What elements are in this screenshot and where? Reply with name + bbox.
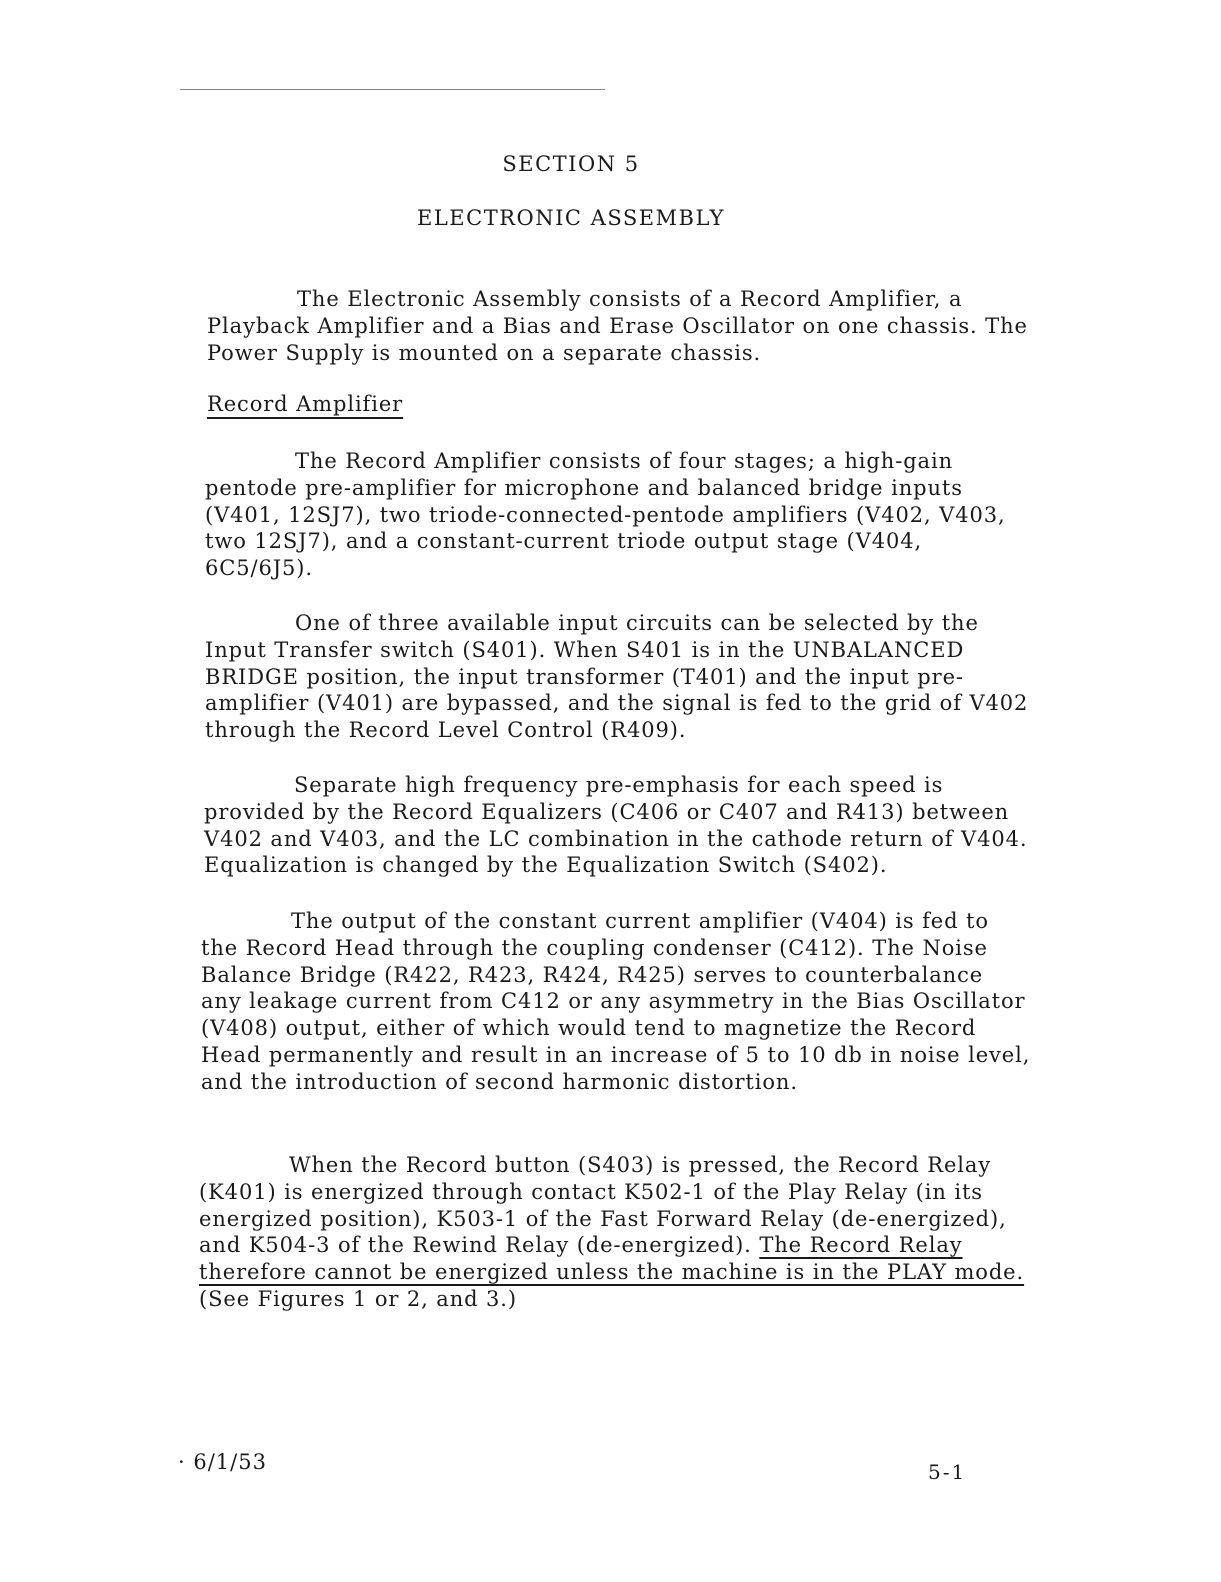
page-title: ELECTRONIC ASSEMBLY — [417, 206, 725, 230]
intro-paragraph: The Electronic Assembly consists of a Record Amplifier, a Playback Amplifier and a Bias and Erase Oscillator on one chassis. The Power Supply is mounted on a separate chassis. — [207, 287, 1028, 365]
body-paragraph-input-circuits: One of three available input circuits can be selected by the Input Transfer switch (S401). When S401 is in the UNBALANCED BRIDGE position, the input transformer (T401) and the input pre-amplifier (V401) are bypassed, and the signal is fed to the grid of V402 through the Record Level Control (R409). — [205, 611, 1029, 743]
footer-date: · 6/1/53 — [178, 1450, 267, 1474]
record-relay-emphasis: The Record Relay therefore cannot be energized unless the machine is in the PLAY mode. — [199, 1233, 1025, 1285]
figure-reference: (See Figures 1 or 2, and 3.) — [199, 1286, 517, 1311]
body-paragraph-stages: The Record Amplifier consists of four stages; a high-gain pentode pre-amplifier for microphone and balanced bridge inputs (V401, 12SJ7), two triode-connected-pentode amplifiers (V402, V403, two 12SJ7), and a constant-current triode output stage (V404, 6C5/6J5). — [205, 449, 1006, 581]
body-paragraph-output: The output of the constant current amplifier (V404) is fed to the Record Head through the coupling condenser (C412). The Noise Balance Bridge (R422, R423, R424, R425) serves to counterbalance any leakage current from C412 or any asymmetry in the Bias Oscillator (V408) output, either of which would tend to magnetize the Record Head permanently and result in an increase of 5 to 10 db in noise level, and the introduction of second harmonic distortion. — [201, 909, 1031, 1094]
body-paragraph-equalization: Separate high frequency pre-emphasis for each speed is provided by the Record Equalizers (C406 or C407 and R413) between V402 and V403, and the LC combination in the cathode return of V404. Equalization is changed by the Equalization Switch (S402). — [204, 773, 1028, 878]
record-amplifier-heading: Record Amplifier — [207, 392, 404, 416]
record-relay-text: When the Record button (S403) is pressed, the Record Relay (K401) is energized through contact K502-1 of the Play Relay (in its energized position), K503-1 of the Fast Forward Relay (de-energized), and K504-3 of the Rewind Relay (de-energized). — [199, 1153, 1007, 1258]
page-number: 5-1 — [928, 1460, 967, 1484]
section-heading: SECTION 5 — [502, 152, 640, 176]
top-rule — [180, 89, 605, 90]
body-paragraph-record-relay — [199, 1152, 1029, 1313]
